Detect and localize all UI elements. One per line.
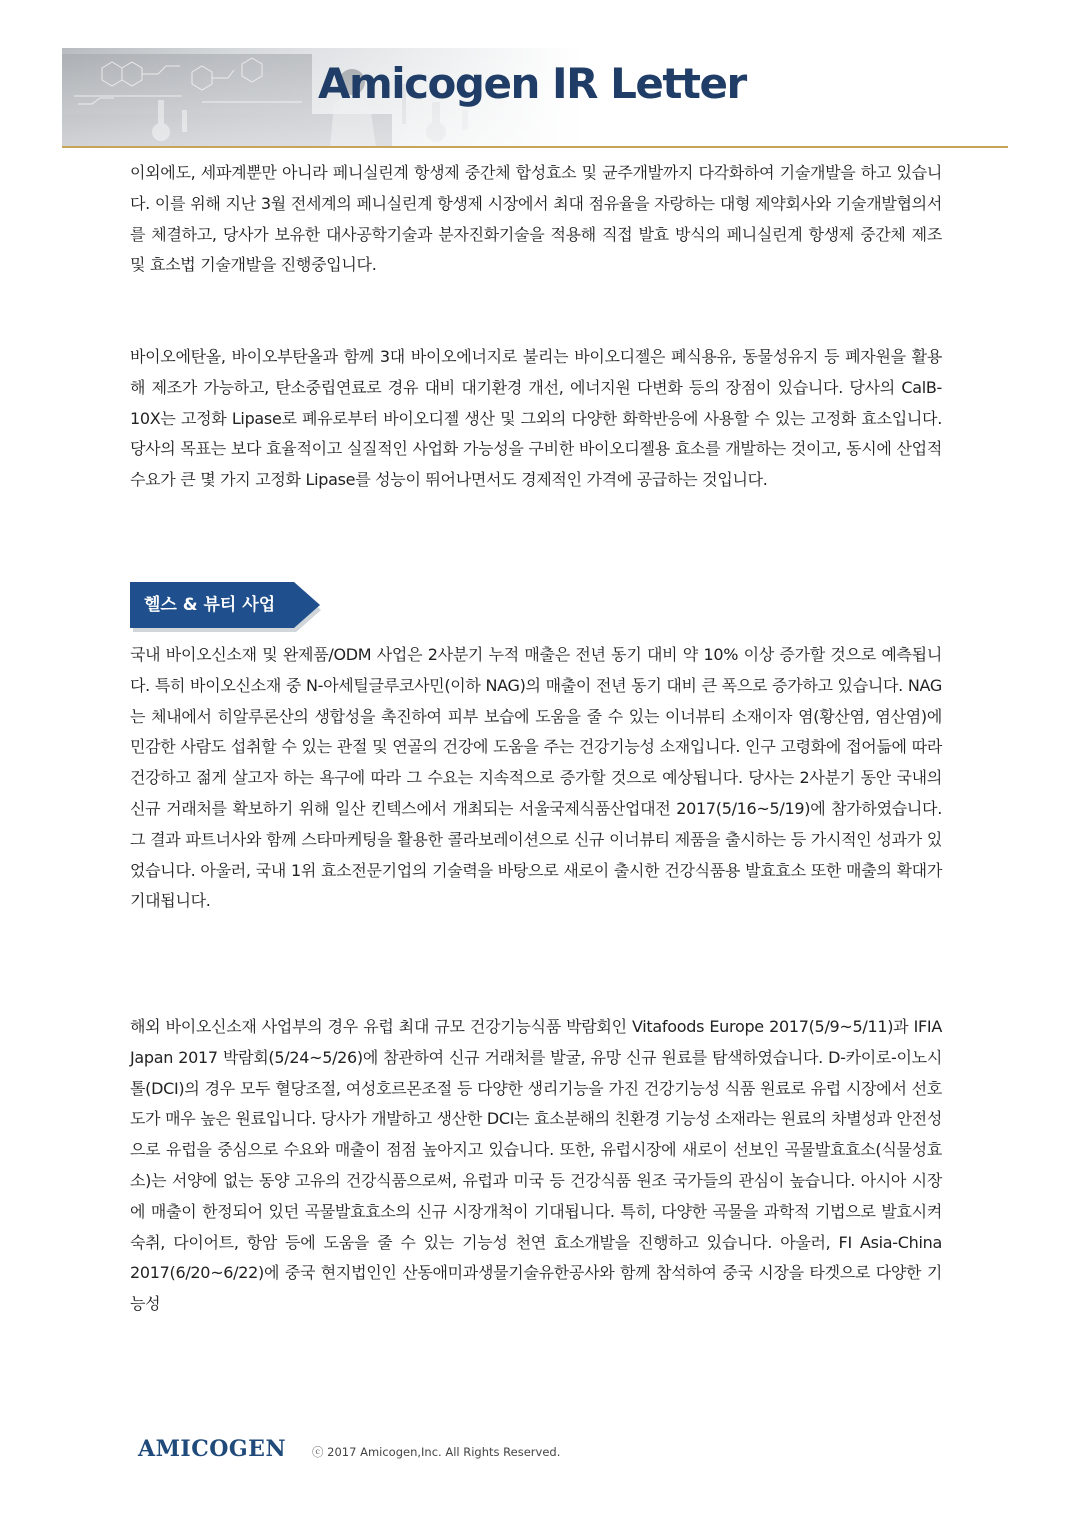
paragraph-biodiesel-enzyme: 바이오에탄올, 바이오부탄올과 함께 3대 바이오에너지로 불리는 바이오디젤은 폐식용유, 동물성유지 등 폐자원을 활용해 제조가 가능하고, 탄소중립연료로 경유 대비 대기환경 개선, 에너지원 다변화 등의 장점이 있습니다. 당사의 CalB-10X는 고정화 Lipase로 폐유로부터 바이오디젤 생산 및 그외의 다양한 화학반응에 사용할 수 있는 고정화 효소입니다. 당사의 목표는 보다 효율적이고 실질적인 사업화 가능성을 구비한 바이오디젤용 효소를 개발하는 것이고, 동시에 산업적 수요가 큰 몇 가지 고정화 Lipase를 성능이 뛰어나면서도 경제적인 가격에 공급하는 것입니다. bbox=[130, 347, 942, 490]
section-heading-health-beauty bbox=[130, 582, 324, 632]
page-header bbox=[0, 0, 1070, 152]
header-divider bbox=[62, 146, 1008, 148]
amicogen-logo bbox=[138, 1434, 286, 1464]
paragraph-overseas-biomaterials: 해외 바이오신소재 사업부의 경우 유럽 최대 규모 건강기능식품 박람회인 Vitafoods Europe 2017(5/9~5/11)과 IFIA Japan 2017 박람회(5/24~5/26)에 참관하여 신규 거래처를 발굴, 유망 신규 원료를 탐색하였습니다. D-카이로-이노시톨(DCI)의 경우 모두 혈당조절, 여성호르몬조절 등 다양한 생리기능을 가진 건강기능성 식품 원료로 유럽 시장에서 선호도가 매우 높은 원료입니다. 당사가 개발하고 생산한 DCI는 효소분해의 친환경 기능성 소재라는 원료의 차별성과 안전성으로 유럽을 중심으로 수요와 매출이 점점 높아지고 있습니다. 또한, 유럽시장에 새로이 선보인 곡물발효효소(식물성효소)는 서양에 없는 동양 고유의 건강식품으로써, 유럽과 미국 등 건강식품 원조 국가들의 관심이 높습니다. 아시아 시장에 매출이 한정되어 있던 곡물발효효소의 신규 시장개척이 기대됩니다. 특히, 다양한 곡물을 과학적 기법으로 발효시켜 숙취, 다이어트, 항암 등에 도움을 줄 수 있는 기능성 천연 효소개발을 진행하고 있습니다. 아울러, FI Asia-China 2017(6/20~6/22)에 중국 현지법인인 산동애미과생물기술유한공사와 함께 참석하여 중국 시장을 타겟으로 다양한 기능성 bbox=[130, 1017, 942, 1314]
paragraph-penicillin-development: 이외에도, 세파계뿐만 아니라 페니실린계 항생제 중간체 합성효소 및 균주개발까지 다각화하여 기술개발을 하고 있습니다. 이를 위해 지난 3월 전세계의 페니실린계 항생제 시장에서 최대 점유율을 자랑하는 대형 제약회사와 기술개발협의서를 체결하고, 당사가 보유한 대사공학기술과 분자진화기술을 적용해 직접 발효 방식의 페니실린계 항생제 중간체 제조 및 효소법 기술개발을 진행중입니다. bbox=[130, 163, 942, 275]
paragraph-domestic-health-beauty: 국내 바이오신소재 및 완제품/ODM 사업은 2사분기 누적 매출은 전년 동기 대비 약 10% 이상 증가할 것으로 예측됩니다. 특히 바이오신소재 중 N-아세틸글루코사민(이하 NAG)의 매출이 전년 동기 대비 큰 폭으로 증가하고 있습니다. NAG는 체내에서 히알루론산의 생합성을 촉진하여 피부 보습에 도움을 줄 수 있는 이너뷰티 소재이자 염(황산염, 염산염)에 민감한 사람도 섭취할 수 있는 관절 및 연골의 건강에 도움을 주는 건강기능성 소재입니다. 인구 고령화에 접어듦에 따라 건강하고 젊게 살고자 하는 욕구에 따라 그 수요는 지속적으로 증가할 것으로 예상됩니다. 당사는 2사분기 동안 국내의 신규 거래처를 확보하기 위해 일산 킨텍스에서 개최되는 서울국제식품산업대전 2017(5/16~5/19)에 참가하였습니다. 그 결과 파트너사와 함께 스타마케팅을 활용한 콜라보레이션으로 신규 이너뷰티 제품을 출시하는 등 가시적인 성과가 있었습니다. 아울러, 국내 1위 효소전문기업의 기술력을 바탕으로 새로이 출시한 건강식품용 발효효소 또한 매출의 확대가 기대됩니다. bbox=[130, 645, 942, 911]
logo-text: AMICOGEN bbox=[138, 1436, 287, 1462]
page-title: Amicogen IR Letter bbox=[318, 59, 746, 108]
copyright-notice: ⓒ 2017 Amicogen,Inc. All Rights Reserved. bbox=[312, 1445, 561, 1459]
section-title: 헬스 & 뷰티 사업 bbox=[144, 595, 276, 615]
